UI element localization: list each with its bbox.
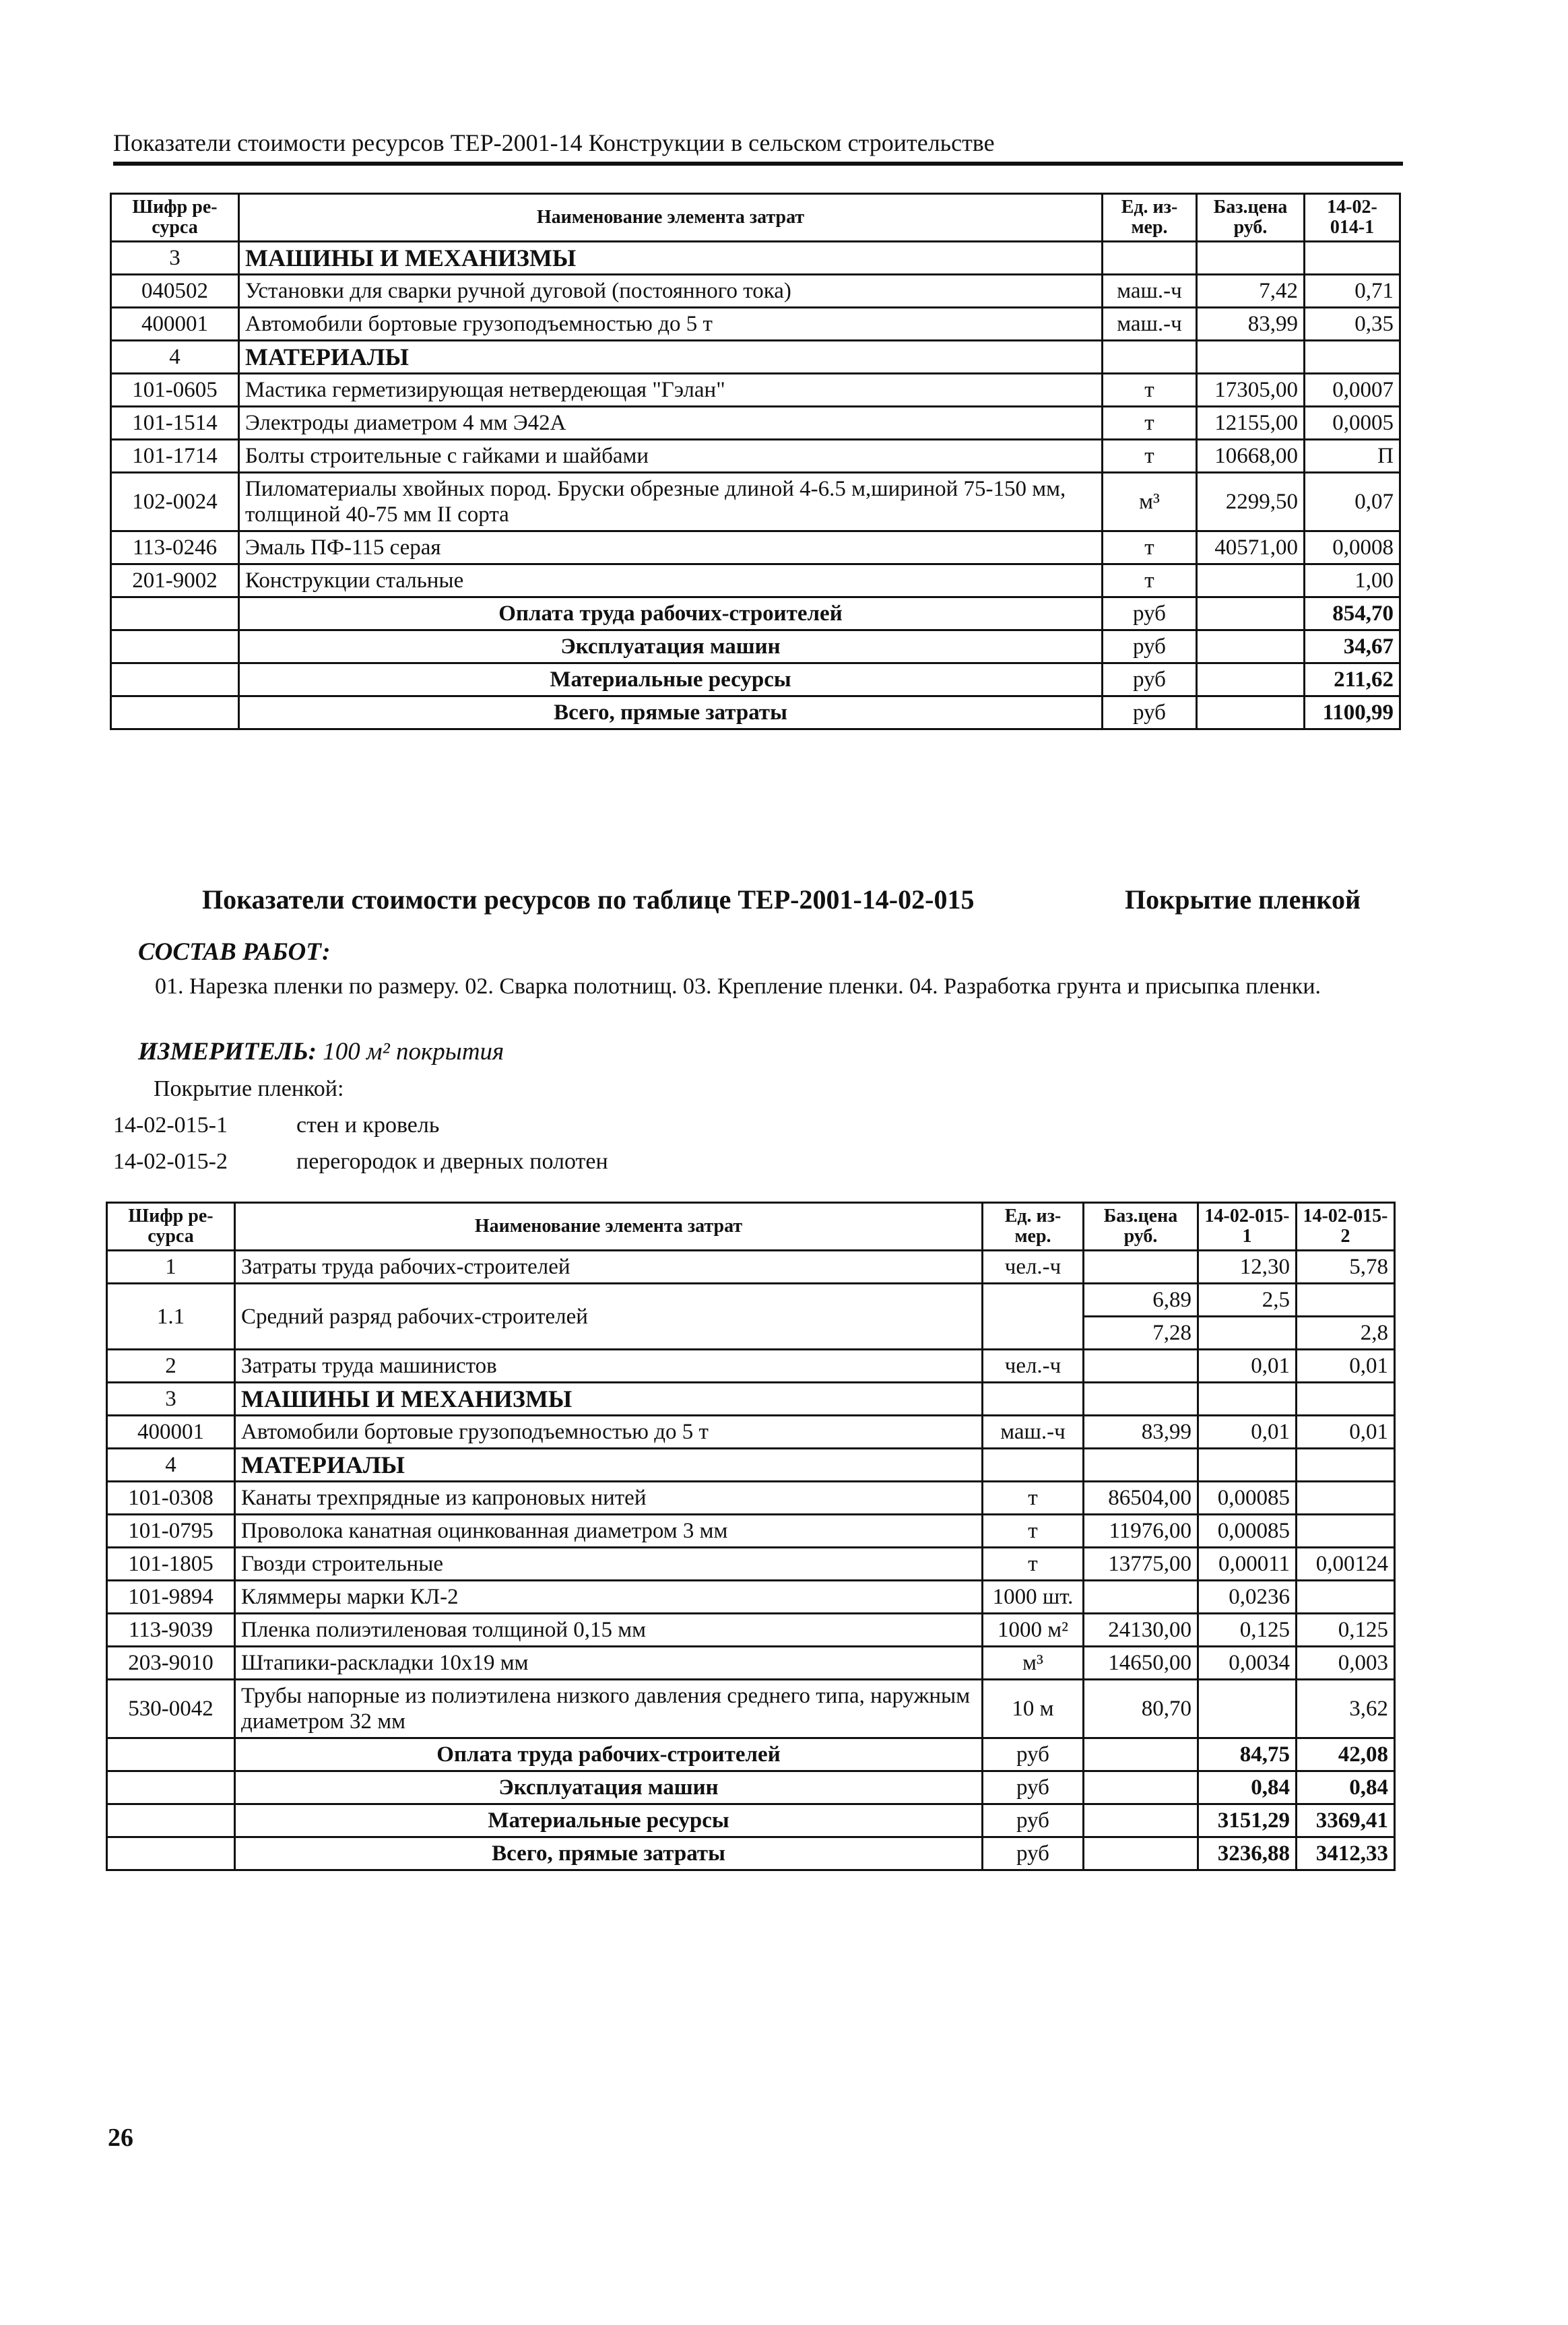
table-row <box>107 1837 1395 1870</box>
table-row <box>111 597 1400 630</box>
cell-value-2 <box>1297 1482 1395 1515</box>
col-header-price: Баз.цена руб. <box>1084 1203 1198 1251</box>
cell-name: Кляммеры марки КЛ-2 <box>235 1581 983 1614</box>
table-row <box>111 630 1400 663</box>
cell-price: 24130,00 <box>1084 1614 1198 1647</box>
cell-price: 7,28 <box>1084 1317 1198 1350</box>
cell-name: Автомобили бортовые грузоподъемностью до 5 т <box>239 308 1103 341</box>
resource-table-014 <box>110 193 1401 730</box>
col-header-name: Наименование элемента затрат <box>235 1203 983 1251</box>
page-number: 26 <box>108 2124 133 2152</box>
cell-unit: чел.-ч <box>983 1350 1084 1383</box>
table-row <box>107 1614 1395 1647</box>
col-header-value-1: 14-02-015-1 <box>1198 1203 1297 1251</box>
table-row <box>107 1251 1395 1284</box>
cell-price <box>1084 1837 1198 1870</box>
cell-value-1: 0,84 <box>1198 1771 1297 1804</box>
table-row <box>107 1383 1395 1416</box>
cell-price <box>1084 1771 1198 1804</box>
col-header-unit: Ед. из-мер. <box>983 1203 1084 1251</box>
cell-code: 101-0795 <box>107 1515 235 1548</box>
cell-name: Всего, прямые затраты <box>239 696 1103 729</box>
table-row <box>111 374 1400 407</box>
cell-unit: чел.-ч <box>983 1251 1084 1284</box>
cell-code: 040502 <box>111 275 239 308</box>
cell-value-1 <box>1198 1383 1297 1416</box>
table-row <box>111 242 1400 275</box>
cell-unit: руб <box>983 1738 1084 1771</box>
cell-name: Материальные ресурсы <box>239 663 1103 696</box>
cell-unit: т <box>1103 531 1197 564</box>
cell-value-1: 0,00085 <box>1198 1515 1297 1548</box>
variant-desc: перегородок и дверных полотен <box>296 1149 608 1174</box>
cell-price: 14650,00 <box>1084 1647 1198 1680</box>
cell-price <box>1084 1449 1198 1482</box>
cell-name: Эксплуатация машин <box>239 630 1103 663</box>
cell-name: Установки для сварки ручной дуговой (постоянного тока) <box>239 275 1103 308</box>
cell-value-1: 0,07 <box>1305 473 1400 531</box>
cell-name: МАШИНЫ И МЕХАНИЗМЫ <box>239 242 1103 275</box>
cell-unit: т <box>1103 407 1197 440</box>
table-row <box>111 663 1400 696</box>
cell-code: 400001 <box>107 1416 235 1449</box>
cell-price: 83,99 <box>1197 308 1305 341</box>
variant-desc: стен и кровель <box>296 1113 440 1138</box>
cell-value-1: 1100,99 <box>1305 696 1400 729</box>
cell-unit: 1000 м² <box>983 1614 1084 1647</box>
cell-value-1: 0,71 <box>1305 275 1400 308</box>
cell-code <box>107 1771 235 1804</box>
cell-price: 13775,00 <box>1084 1548 1198 1581</box>
cell-value-2: 0,003 <box>1297 1647 1395 1680</box>
table-row <box>111 564 1400 597</box>
table-row <box>107 1738 1395 1771</box>
table-row <box>111 531 1400 564</box>
col-header-price: Баз.цена руб. <box>1197 194 1305 242</box>
cell-name: МАТЕРИАЛЫ <box>235 1449 983 1482</box>
table-row <box>111 696 1400 729</box>
cell-unit: т <box>983 1515 1084 1548</box>
cell-price: 2299,50 <box>1197 473 1305 531</box>
cell-name: Пиломатериалы хвойных пород. Бруски обрезные длиной 4-6.5 м,шириной 75-150 мм, толщиной 40-75 мм II сорта <box>239 473 1103 531</box>
cell-name: Гвозди строительные <box>235 1548 983 1581</box>
cell-unit: руб <box>1103 663 1197 696</box>
cell-name: Электроды диаметром 4 мм Э42А <box>239 407 1103 440</box>
cell-name: Автомобили бортовые грузоподъемностью до 5 т <box>235 1416 983 1449</box>
cell-value-2: 2,8 <box>1297 1317 1395 1350</box>
cell-code: 101-9894 <box>107 1581 235 1614</box>
cell-value-1: 1,00 <box>1305 564 1400 597</box>
cell-value-2: 5,78 <box>1297 1251 1395 1284</box>
cell-name: Эксплуатация машин <box>235 1771 983 1804</box>
cell-value-1: 0,00011 <box>1198 1548 1297 1581</box>
cell-unit: маш.-ч <box>1103 308 1197 341</box>
cell-unit: руб <box>1103 630 1197 663</box>
meter-line <box>138 1037 504 1066</box>
table-row <box>107 1350 1395 1383</box>
table-header-row <box>107 1203 1395 1251</box>
cell-name: Канаты трехпрядные из капроновых нитей <box>235 1482 983 1515</box>
cell-value-2 <box>1297 1449 1395 1482</box>
cell-value-1: 34,67 <box>1305 630 1400 663</box>
cell-value-2: 42,08 <box>1297 1738 1395 1771</box>
cell-unit: руб <box>983 1804 1084 1837</box>
table-row <box>107 1416 1395 1449</box>
composition-label: СОСТАВ РАБОТ: <box>138 938 331 966</box>
table-row <box>107 1647 1395 1680</box>
table-row <box>107 1482 1395 1515</box>
cell-code: 530-0042 <box>107 1680 235 1738</box>
cell-unit <box>1103 341 1197 374</box>
col-header-unit: Ед. из-мер. <box>1103 194 1197 242</box>
cell-price <box>1084 1383 1198 1416</box>
cell-price <box>1197 663 1305 696</box>
cell-value-1 <box>1198 1449 1297 1482</box>
table-row <box>111 275 1400 308</box>
running-header: Показатели стоимости ресурсов ТЕР-2001-14 Конструкции в сельском строительстве <box>113 128 1403 166</box>
cell-price <box>1197 696 1305 729</box>
cell-unit: 1000 шт. <box>983 1581 1084 1614</box>
cell-name: Эмаль ПФ-115 серая <box>239 531 1103 564</box>
cell-name: Конструкции стальные <box>239 564 1103 597</box>
cell-unit: м³ <box>983 1647 1084 1680</box>
cell-code: 3 <box>107 1383 235 1416</box>
section-title <box>202 884 1361 916</box>
cell-value-1: 0,125 <box>1198 1614 1297 1647</box>
cell-value-1 <box>1198 1317 1297 1350</box>
cell-value-1: 0,0007 <box>1305 374 1400 407</box>
cell-name: Затраты труда машинистов <box>235 1350 983 1383</box>
variant-2 <box>113 1149 608 1175</box>
cell-unit: 10 м <box>983 1680 1084 1738</box>
section-title-right: Покрытие пленкой <box>1125 884 1361 915</box>
cell-value-1 <box>1305 242 1400 275</box>
cell-value-1: 0,35 <box>1305 308 1400 341</box>
table-row <box>111 473 1400 531</box>
cell-price: 83,99 <box>1084 1416 1198 1449</box>
cell-code <box>111 696 239 729</box>
col-header-code: Шифр ре-сурса <box>107 1203 235 1251</box>
cell-price: 11976,00 <box>1084 1515 1198 1548</box>
cell-value-1: 0,01 <box>1198 1350 1297 1383</box>
cell-unit: руб <box>1103 696 1197 729</box>
cell-value-1: 0,0008 <box>1305 531 1400 564</box>
cell-name: Всего, прямые затраты <box>235 1837 983 1870</box>
cell-name: МАТЕРИАЛЫ <box>239 341 1103 374</box>
cell-code: 102-0024 <box>111 473 239 531</box>
cell-value-1: 0,0034 <box>1198 1647 1297 1680</box>
table-row <box>107 1804 1395 1837</box>
cell-unit: руб <box>983 1771 1084 1804</box>
cell-value-2 <box>1297 1515 1395 1548</box>
cell-value-1: 211,62 <box>1305 663 1400 696</box>
cell-code: 4 <box>111 341 239 374</box>
cell-unit: т <box>983 1548 1084 1581</box>
cell-name: Болты строительные с гайками и шайбами <box>239 440 1103 473</box>
cell-code <box>107 1738 235 1771</box>
section-title-text: Показатели стоимости ресурсов по таблице ТЕР-2001-14-02-015 <box>202 884 975 915</box>
cell-name: Трубы напорные из полиэтилена низкого давления среднего типа, наружным диаметром 32 мм <box>235 1680 983 1738</box>
cell-value-2: 0,00124 <box>1297 1548 1395 1581</box>
cell-value-1: 3151,29 <box>1198 1804 1297 1837</box>
cover-label: Покрытие пленкой: <box>154 1076 344 1101</box>
cell-price: 6,89 <box>1084 1284 1198 1317</box>
cell-code: 101-1714 <box>111 440 239 473</box>
variant-code: 14-02-015-2 <box>113 1149 228 1174</box>
cell-name: Проволока канатная оцинкованная диаметром 3 мм <box>235 1515 983 1548</box>
cell-price <box>1084 1804 1198 1837</box>
cell-value-1: 84,75 <box>1198 1738 1297 1771</box>
variant-1 <box>113 1113 439 1138</box>
col-header-code: Шифр ре-сурса <box>111 194 239 242</box>
cell-unit <box>1103 242 1197 275</box>
cell-value-1: 0,0236 <box>1198 1581 1297 1614</box>
cell-price <box>1197 597 1305 630</box>
cell-value-1 <box>1198 1680 1297 1738</box>
meter-value: 100 м² покрытия <box>323 1038 504 1066</box>
cell-value-2: 0,84 <box>1297 1771 1395 1804</box>
cell-unit: т <box>1103 440 1197 473</box>
cell-name: Пленка полиэтиленовая толщиной 0,15 мм <box>235 1614 983 1647</box>
cell-code: 201-9002 <box>111 564 239 597</box>
table-row <box>107 1548 1395 1581</box>
cell-unit: т <box>1103 374 1197 407</box>
cell-name: Затраты труда рабочих-строителей <box>235 1251 983 1284</box>
cell-code: 1 <box>107 1251 235 1284</box>
cell-code: 113-9039 <box>107 1614 235 1647</box>
cell-code <box>111 663 239 696</box>
cell-value-2: 3369,41 <box>1297 1804 1395 1837</box>
cell-code <box>111 630 239 663</box>
meter-label: ИЗМЕРИТЕЛЬ: <box>138 1038 317 1066</box>
cell-price <box>1197 242 1305 275</box>
cell-name: Оплата труда рабочих-строителей <box>239 597 1103 630</box>
variant-code: 14-02-015-1 <box>113 1113 228 1138</box>
cell-value-2: 0,125 <box>1297 1614 1395 1647</box>
cell-price <box>1197 341 1305 374</box>
cell-unit: руб <box>1103 597 1197 630</box>
cell-unit: маш.-ч <box>983 1416 1084 1449</box>
cell-unit: маш.-ч <box>1103 275 1197 308</box>
cell-price: 17305,00 <box>1197 374 1305 407</box>
composition-text: 01. Нарезка пленки по размеру. 02. Сварка полотнищ. 03. Крепление пленки. 04. Разработка грунта и присыпка пленки. <box>155 974 1321 999</box>
cell-value-2: 3412,33 <box>1297 1837 1395 1870</box>
cell-value-2: 0,01 <box>1297 1416 1395 1449</box>
cell-unit: м³ <box>1103 473 1197 531</box>
table-row <box>107 1515 1395 1548</box>
table-row <box>107 1284 1395 1317</box>
cell-name: Средний разряд рабочих-строителей <box>235 1284 983 1350</box>
table-row <box>111 440 1400 473</box>
table-row <box>111 407 1400 440</box>
cell-price: 40571,00 <box>1197 531 1305 564</box>
table-row <box>111 308 1400 341</box>
cell-value-1: 854,70 <box>1305 597 1400 630</box>
col-header-name: Наименование элемента затрат <box>239 194 1103 242</box>
cell-name: Оплата труда рабочих-строителей <box>235 1738 983 1771</box>
table-row <box>107 1581 1395 1614</box>
cell-name: Штапики-раскладки 10х19 мм <box>235 1647 983 1680</box>
col-header-value-1: 14-02-014-1 <box>1305 194 1400 242</box>
cell-unit <box>983 1284 1084 1350</box>
cell-code: 1.1 <box>107 1284 235 1350</box>
cell-value-2 <box>1297 1284 1395 1317</box>
cell-name: Мастика герметизирующая нетвердеющая "Гэлан" <box>239 374 1103 407</box>
cell-unit: т <box>983 1482 1084 1515</box>
cell-price: 10668,00 <box>1197 440 1305 473</box>
cell-unit: руб <box>983 1837 1084 1870</box>
cell-code: 101-1805 <box>107 1548 235 1581</box>
col-header-value-2: 14-02-015-2 <box>1297 1203 1395 1251</box>
cell-code <box>107 1837 235 1870</box>
cell-value-1: 0,00085 <box>1198 1482 1297 1515</box>
cell-price: 80,70 <box>1084 1680 1198 1738</box>
cell-code: 101-1514 <box>111 407 239 440</box>
table-header-row <box>111 194 1400 242</box>
cell-price: 86504,00 <box>1084 1482 1198 1515</box>
cell-value-2: 0,01 <box>1297 1350 1395 1383</box>
cell-code: 4 <box>107 1449 235 1482</box>
cell-value-1: П <box>1305 440 1400 473</box>
cell-value-2: 3,62 <box>1297 1680 1395 1738</box>
cell-unit <box>983 1383 1084 1416</box>
cell-value-1: 2,5 <box>1198 1284 1297 1317</box>
resource-table-015 <box>106 1202 1396 1871</box>
cell-value-1: 12,30 <box>1198 1251 1297 1284</box>
cell-code <box>107 1804 235 1837</box>
table-row <box>107 1771 1395 1804</box>
cell-name: МАШИНЫ И МЕХАНИЗМЫ <box>235 1383 983 1416</box>
cell-price <box>1084 1581 1198 1614</box>
cell-price: 12155,00 <box>1197 407 1305 440</box>
cell-code: 400001 <box>111 308 239 341</box>
cell-value-1: 3236,88 <box>1198 1837 1297 1870</box>
cell-code <box>111 597 239 630</box>
cell-price: 7,42 <box>1197 275 1305 308</box>
cell-code: 101-0308 <box>107 1482 235 1515</box>
table-row <box>111 341 1400 374</box>
table-row <box>107 1680 1395 1738</box>
cell-code: 203-9010 <box>107 1647 235 1680</box>
cell-code: 113-0246 <box>111 531 239 564</box>
cell-code: 3 <box>111 242 239 275</box>
cell-value-1 <box>1305 341 1400 374</box>
cell-code: 2 <box>107 1350 235 1383</box>
cell-unit <box>983 1449 1084 1482</box>
cell-value-1: 0,01 <box>1198 1416 1297 1449</box>
cell-price <box>1084 1251 1198 1284</box>
cell-name: Материальные ресурсы <box>235 1804 983 1837</box>
cell-price <box>1197 564 1305 597</box>
cell-code: 101-0605 <box>111 374 239 407</box>
cell-price <box>1197 630 1305 663</box>
table-row <box>107 1449 1395 1482</box>
cell-value-2 <box>1297 1383 1395 1416</box>
cell-price <box>1084 1738 1198 1771</box>
cell-value-1: 0,0005 <box>1305 407 1400 440</box>
cell-price <box>1084 1350 1198 1383</box>
cell-value-2 <box>1297 1581 1395 1614</box>
cell-unit: т <box>1103 564 1197 597</box>
